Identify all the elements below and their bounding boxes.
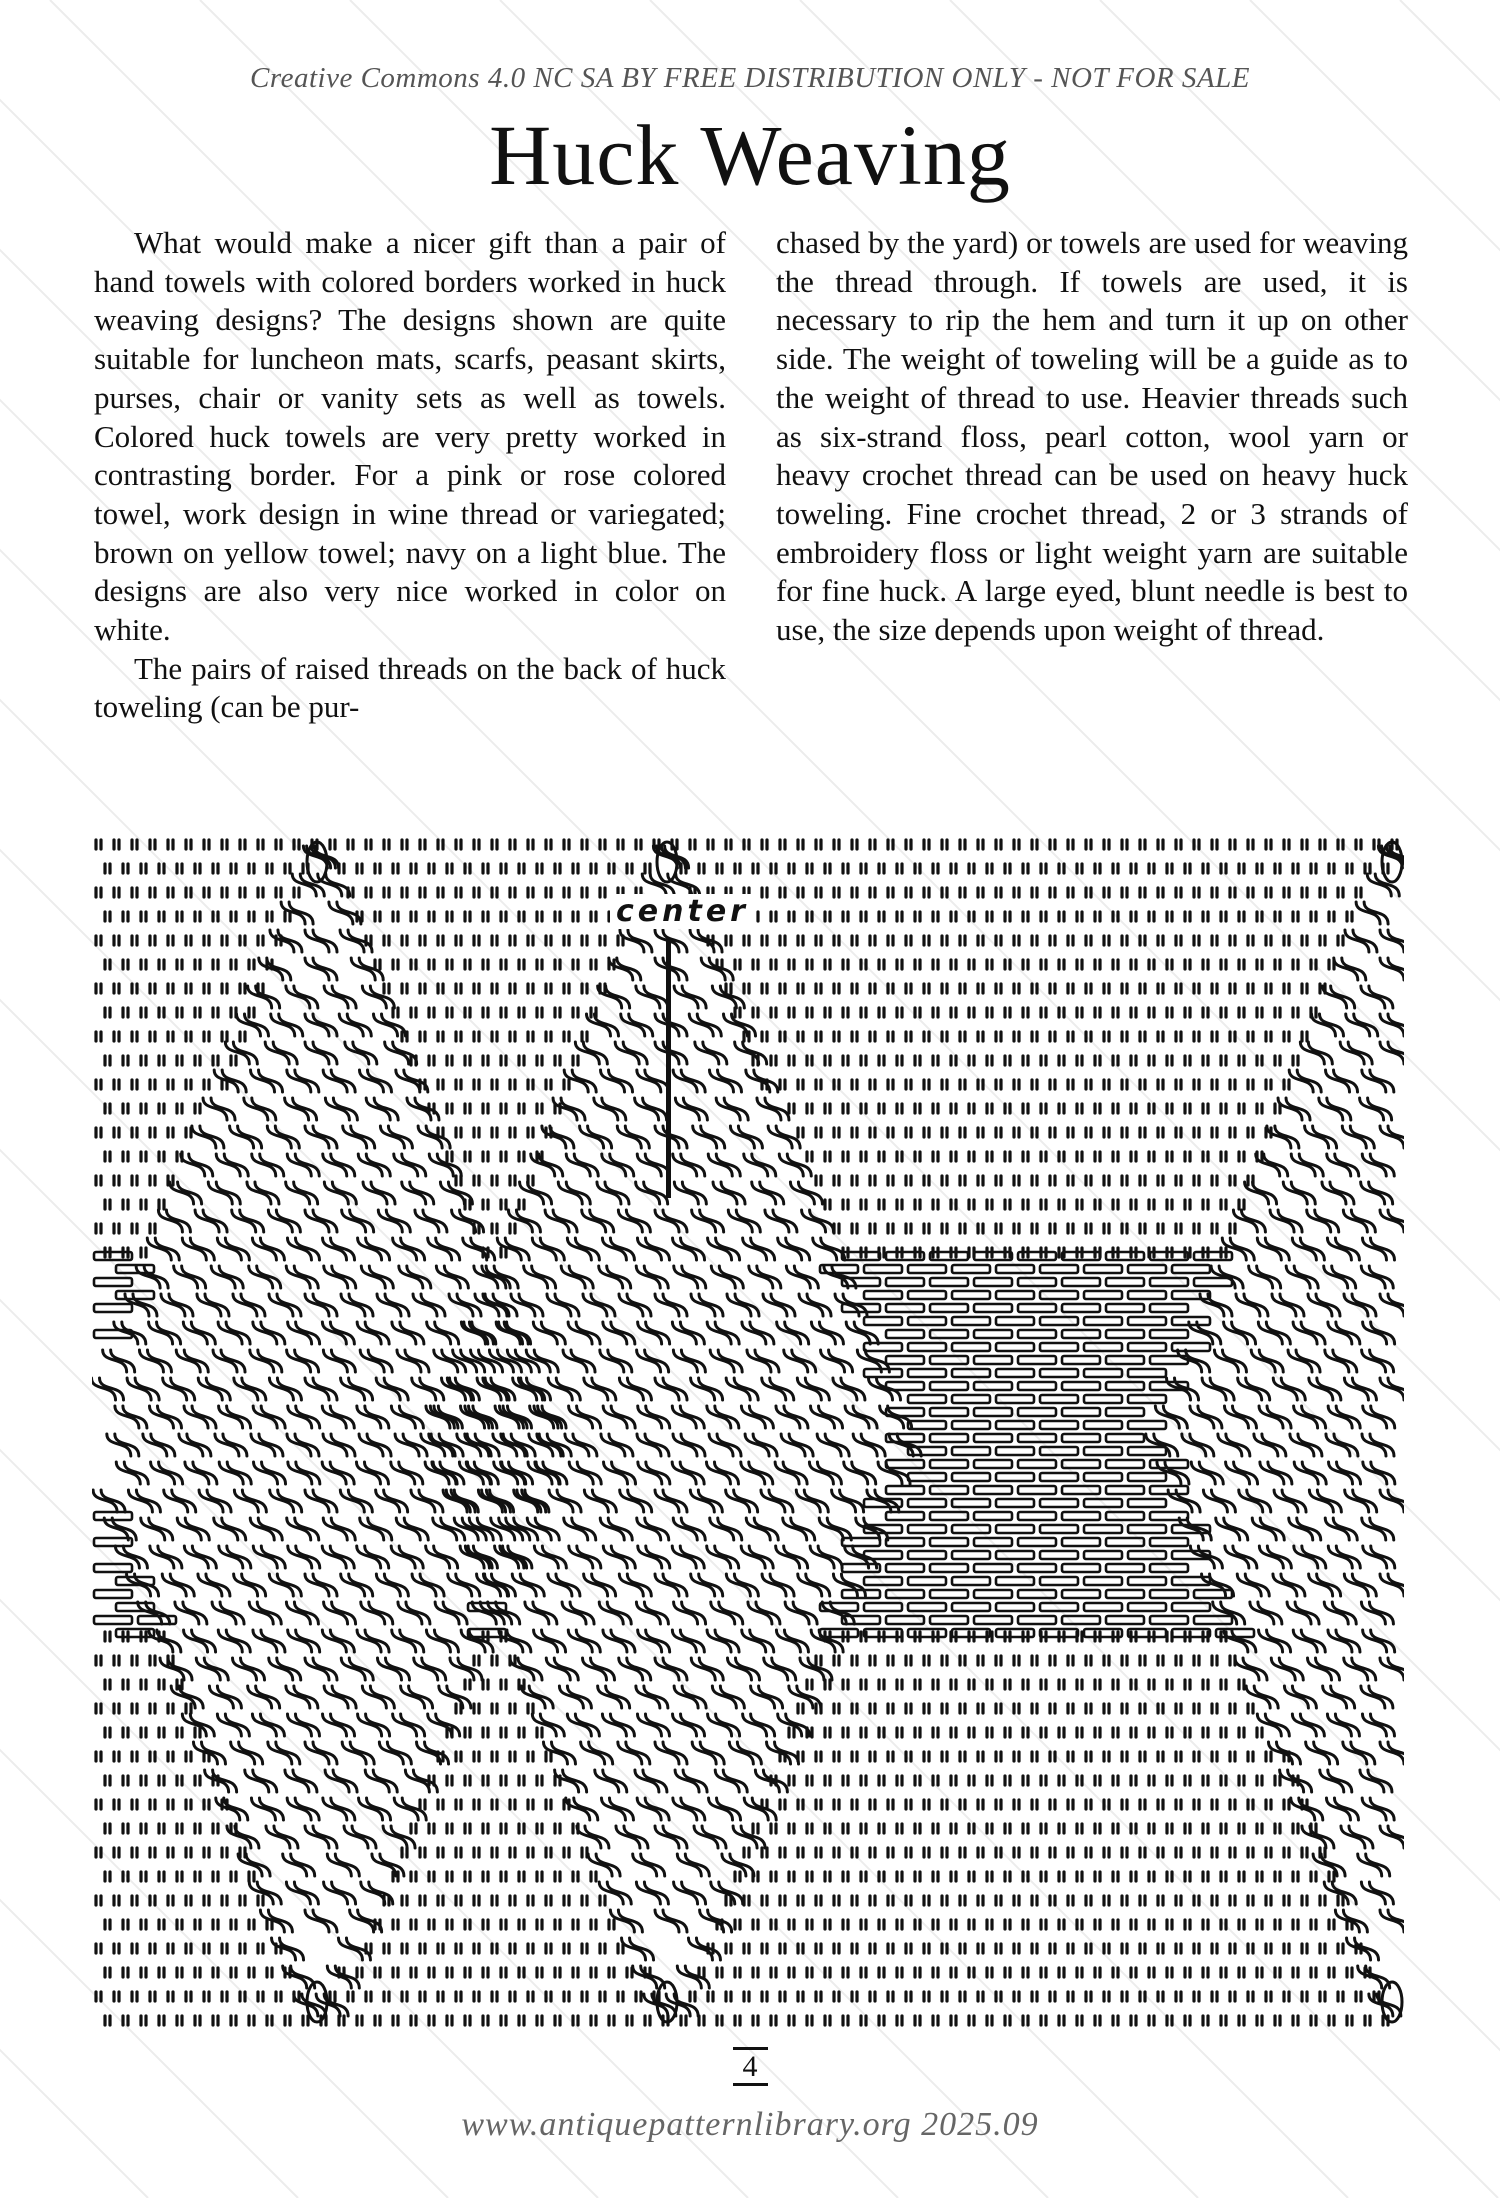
center-label: center (610, 894, 755, 929)
intro-paragraph: What would make a nicer gift than a pair of hand towels with colored borders worked in huck weaving designs? The designs shown are quite suitable for luncheon mats, scarfs, peasant skirts, purses, chair or vanity sets as well as towels. Colored huck towels are very pretty worked in contrasting border. For a pink or rose colored towel, work design in wine thread or variegated; brown on yellow towel; navy on a light blue. The designs are also very nice worked in color on white. (94, 225, 726, 648)
huck-weaving-pattern-illustration (92, 832, 1404, 2040)
toweling-paragraph: chased by the yard) or towels are used for weaving the thread through. If towels are used, it is necessary to rip the hem and turn it up on other side. The weight of toweling will be a guide as to the weight of thread to use. Heavier threads such as six-strand floss, pearl cotton, wool yarn or heavy crochet thread can be used on heavy huck toweling. Fine crochet thread, 2 or 3 strands of embroidery floss or light weight yarn are suitable for fine huck. A large eyed, blunt needle is best to use, the size depends upon weight of thread. (776, 225, 1408, 648)
pattern-drawing (92, 832, 1404, 2040)
footer-url: www.antiquepatternlibrary.org 2025.09 (461, 2106, 1039, 2143)
page-title: Huck Weaving (489, 107, 1011, 203)
page-number: 4 (0, 2050, 1500, 2084)
right-text-column (776, 224, 1408, 650)
left-text-column (94, 224, 726, 727)
center-marker-line (666, 940, 671, 1198)
raised-threads-paragraph: The pairs of raised threads on the back of huck toweling (can be pur- (94, 650, 726, 725)
license-notice: Creative Commons 4.0 NC SA BY FREE DISTRIBUTION ONLY - NOT FOR SALE (250, 62, 1250, 94)
